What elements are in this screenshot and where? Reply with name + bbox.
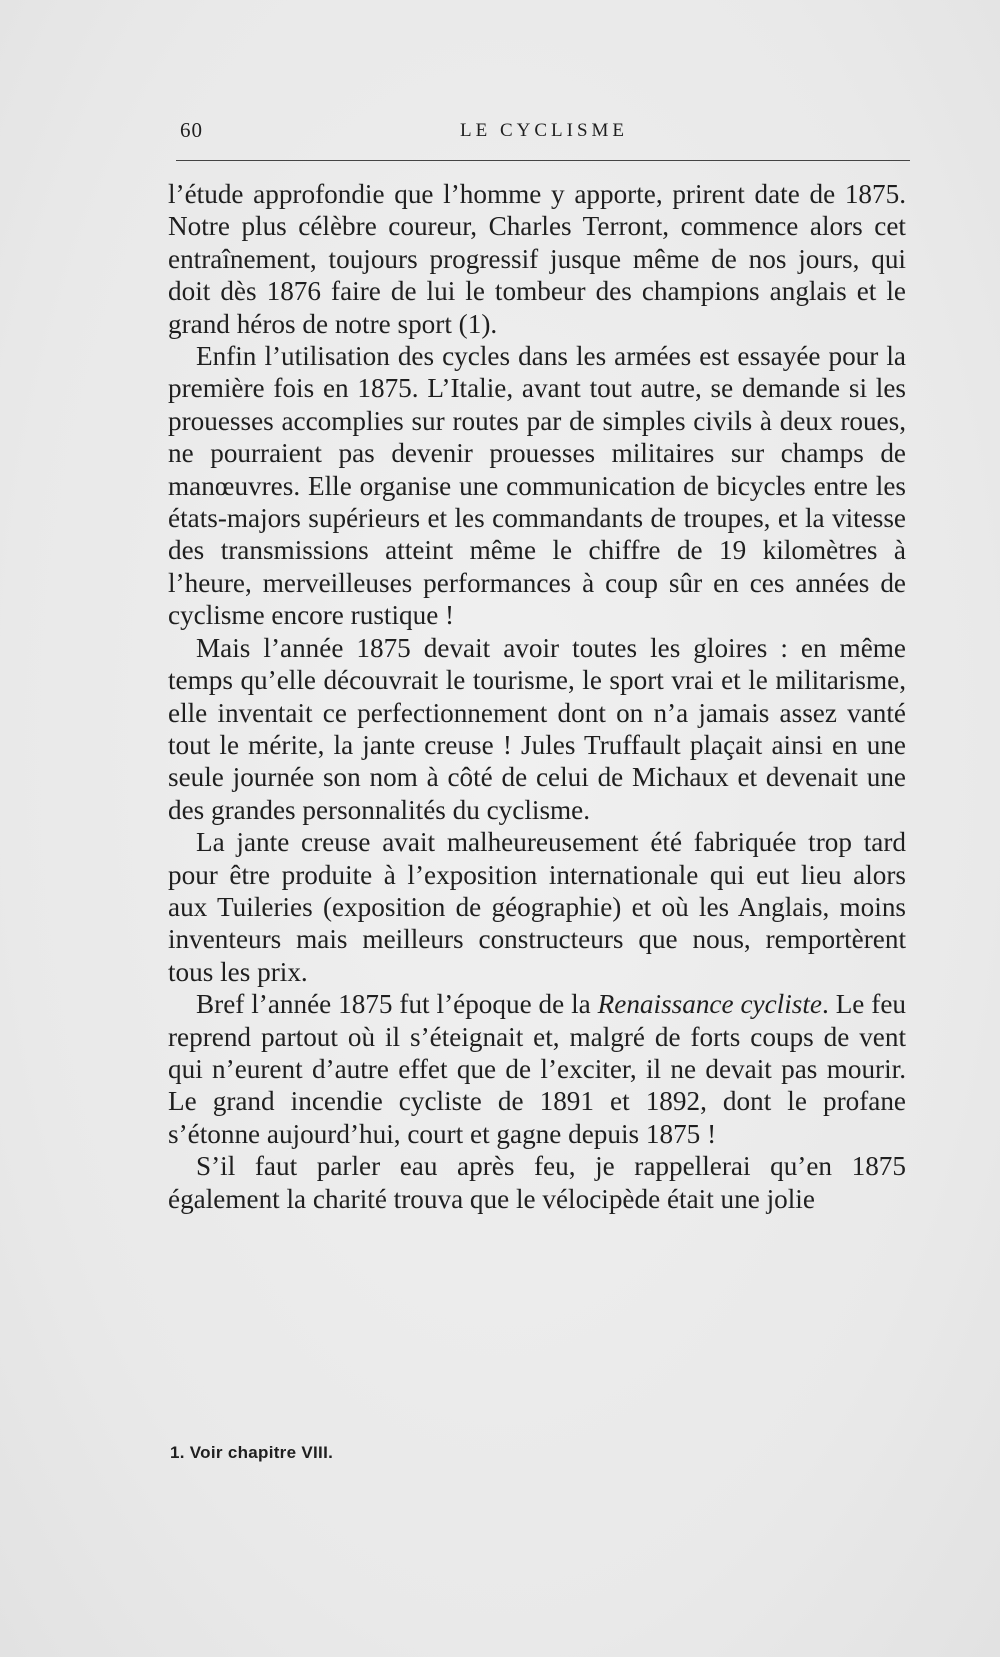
header-rule — [176, 160, 910, 161]
paragraph-5-italic: Renaissance cycliste — [597, 989, 822, 1020]
paragraph-3: Mais l’année 1875 devait avoir toutes les gloires : en même temps qu’elle découvrait le tourisme, le sport vrai et le militarisme, elle inventait ce perfectionnement dont on n’a jamais assez vanté tout le mérite, la jante creuse ! Jules Truffault plaçait ainsi en une seule journée son nom à côté de celui de Michaux et devenait une des grandes personnalités du cyclisme. — [168, 632, 906, 825]
paragraph-5-text-start: Bref l’année 1875 fut l’époque de la — [196, 989, 598, 1020]
running-title: LE CYCLISME — [459, 120, 629, 141]
paragraph-6: S’il faut parler eau après feu, je rappellerai qu’en 1875 également la charité trouva que le vélocipède était une jolie — [168, 1151, 906, 1214]
paragraph-5-text-end: . Le feu reprend partout où il s’éteignait et, malgré de forts coups de vent qui n’eurent d’autre effet que de l’exciter, il ne devait pas mourir. Le grand incendie cycliste de 1891 et 1892, dont le profane s’étonne aujourd’hui, court et gagne depuis 1875 ! — [168, 989, 906, 1149]
paragraph-1: l’étude approfondie que l’homme y apporte, prirent date de 1875. Notre plus célèbre coureur, Charles Terront, commence alors cet entraînement, toujours progressif jusque même de nos jours, qui doit dès 1876 faire de lui le tombeur des champions anglais et le grand héros de notre sport (1). — [168, 179, 906, 339]
page-header — [178, 118, 910, 144]
paragraph-2: Enfin l’utilisation des cycles dans les armées est essayée pour la première fois en 1875. L’Italie, avant tout autre, se demande si les prouesses accomplies sur routes par de simples civils à deux roues, ne pourraient pas devenir prouesses militaires sur champs de manœuvres. Elle organise une communication de bicycles entre les états-majors supérieurs et les commandants de troupes, et la vitesse des transmissions atteint même le chiffre de 19 kilomètres à l’heure, merveilleuses performances à coup sûr en ces années de cyclisme encore rustique ! — [168, 341, 906, 631]
paragraph-5 — [168, 988, 906, 1150]
page-number: 60 — [180, 118, 203, 142]
footnote: 1. Voir chapitre VIII. — [170, 1443, 334, 1462]
body-text — [168, 178, 906, 1215]
paragraph-4: La jante creuse avait malheureusement été fabriquée trop tard pour être produite à l’exposition internationale qui eut lieu alors aux Tuileries (exposition de géographie) et où les Anglais, moins inventeurs mais meilleurs constructeurs que nous, remportèrent tous les prix. — [168, 827, 906, 987]
